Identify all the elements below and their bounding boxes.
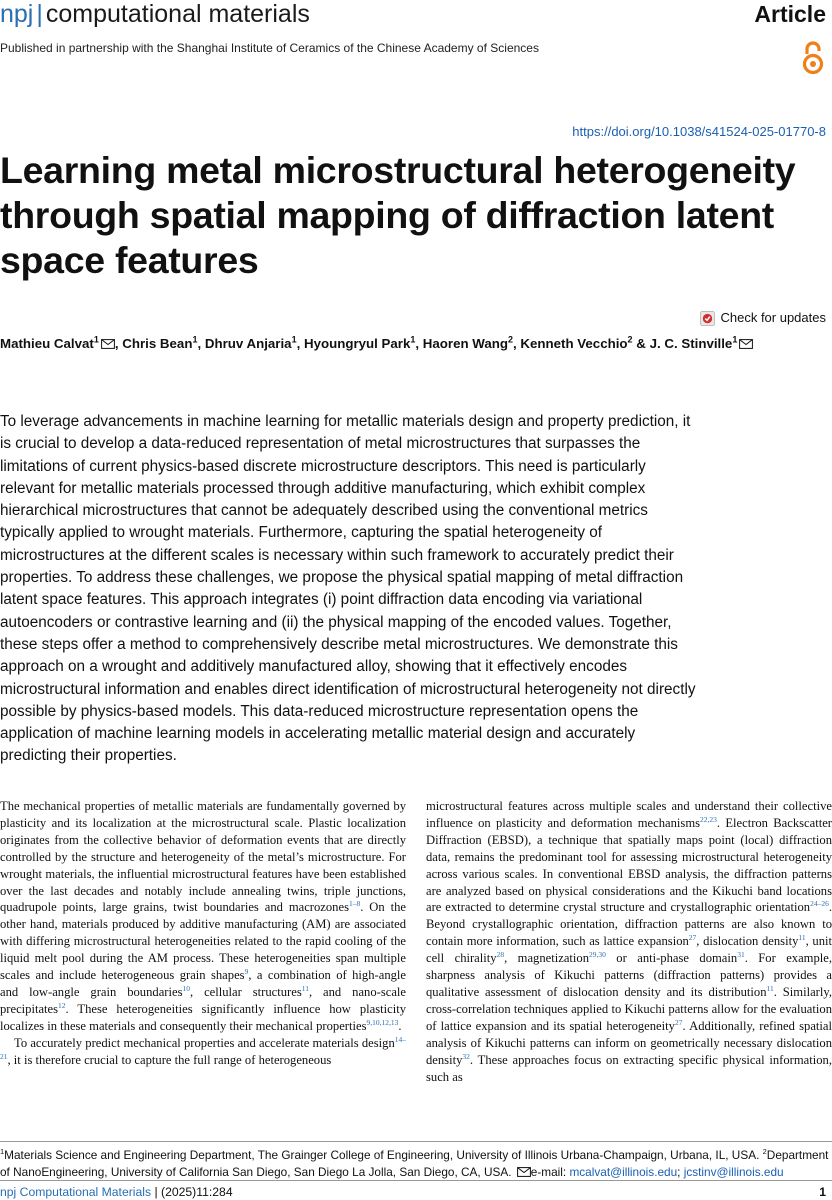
article-type-label: Article [754,1,826,27]
author-affiliation-mark: 1 [192,334,198,345]
affiliation-2: Department of NanoEngineering, University of California San Diego, San Diego La Jolla, San Diego, CA, USA. [0,1148,829,1179]
author-name: Haoren Wang [422,336,508,351]
body-text: . [398,1018,402,1033]
body-text: , magnetization [504,951,589,966]
citation-ref[interactable]: 24–26 [810,899,829,909]
footer-divider [0,1180,832,1181]
citation-ref[interactable]: 11 [798,933,806,943]
check-updates-button[interactable] [700,309,826,327]
citation-ref[interactable]: 32 [462,1051,470,1061]
body-text: . On the other hand, materials produced by additive manufacturing (AM) are associated with differing microstructural heterogeneities related to the rapid cooling of the liquid melt pool during the AM process. These heterogeneities span multiple scales and include heterogeneous grain shapes [0,900,406,983]
body-text: microstructural features across multiple scales and understand their collective influence on plasticity and deformation mechanisms [426,799,832,830]
body-text: . For example, sharpness analysis of Kikuchi patterns (diffraction patterns) provides a qualitative assessment of dislocation density and its distribution [426,951,832,999]
body-text: To accurately predict mechanical properties and accelerate materials design [14,1035,395,1050]
body-text: or anti-phase domain [605,951,738,966]
affiliation-1: Materials Science and Engineering Department, The Grainger College of Engineering, University of Illinois Urbana-Champaign, Urbana, IL, USA. [4,1148,763,1162]
author-name: Mathieu Calvat [0,336,94,351]
footer-volume: | (2025)11:284 [151,1185,233,1199]
citation-ref[interactable]: 27 [674,1017,683,1027]
mail-icon[interactable] [101,339,115,349]
partnership-line: Published in partnership with the Shanghai Institute of Ceramics of the Chinese Academy of Sciences [0,41,539,55]
journal-prefix: npj [0,0,34,28]
author-name: Kenneth Vecchio [520,336,628,351]
citation-ref[interactable]: 1–8 [348,899,361,909]
author-name: Chris Bean [122,336,193,351]
doi-link[interactable]: https://doi.org/10.1038/s41524-025-01770-8 [572,124,826,139]
body-text: The mechanical properties of metallic materials are fundamentally governed by plasticity and its localization at the microstructural scale. Plastic localization originates from the collective behavior of deformation events that are directly controlled by the structure and heterogeneity of the metal’s microstructure. For wrought materials, the influential microstructural features have been established over the last decades and notably include annealing twins, triple junctions, quadrupole points, large grains, twist boundaries and macrozones [0,799,406,915]
author-affiliation-mark: 1 [732,334,738,345]
journal-title: computational materials [45,0,310,28]
body-text: , a combination of high-angle and low-angle grain boundaries [0,968,406,999]
page-number: 1 [819,1185,826,1199]
body-paragraph [0,798,406,1035]
journal-name [0,0,310,28]
email-separator: ; [677,1165,684,1179]
body-text: . These approaches focus on extracting specific physical information, such as [426,1052,832,1084]
author-affiliation-mark: 1 [291,334,297,345]
check-updates-label: Check for updates [720,310,826,325]
citation-ref[interactable]: 9,10,12,13 [366,1017,399,1027]
citation-ref[interactable]: 27 [688,933,697,943]
citation-ref[interactable]: 10 [182,983,190,993]
affiliations-footnote [0,1147,832,1181]
author-separator: & [632,336,650,351]
body-text: . Electron Backscatter Diffraction (EBSD), a technique that spatially maps point (local) diffraction data, remains the predominant tool for assessing microstructural heterogeneity across various scales. In conventional EBSD analysis, the diffraction patterns are analyzed based on physical considerations and the Kikuchi band locations are extracted to determine crystal structure and crystallographic orientation [426,815,832,915]
body-text: , it is therefore crucial to capture the full range of heterogeneous [7,1052,332,1067]
footnote-divider [0,1141,832,1142]
citation-ref[interactable]: 11 [301,983,309,993]
mail-icon [517,1167,531,1177]
body-text: , cellular structures [189,984,302,999]
author-separator: , [197,336,205,351]
body-text: , dislocation density [696,934,799,949]
body-paragraph [0,1035,406,1069]
author-affiliation-mark: 1 [410,334,416,345]
aff1-mark: 1 [0,1147,5,1157]
citation-ref[interactable]: 22,23 [700,814,717,824]
author-separator: , [513,336,521,351]
open-access-lock-icon[interactable] [802,40,824,76]
body-text: , unit cell chirality [426,934,832,966]
author-separator: , [296,336,304,351]
citation-ref[interactable]: 31 [737,949,745,959]
body-text: . Additionally, refined spatial analysis of Kikuchi patterns can inform on geometrically necessary dislocation density [426,1018,832,1067]
citation-ref[interactable]: 29,30 [589,949,606,959]
citation-ref[interactable]: 12 [58,1000,66,1010]
email-link-stinville[interactable]: jcstinv@illinois.edu [683,1165,784,1179]
footer-citation [0,1184,233,1200]
body-text: . These heterogeneities significantly influence how plasticity localizes in these materials and consequently their mechanical properties [0,1001,406,1033]
author-name: J. C. Stinville [649,336,733,351]
author-list [0,334,820,354]
author-affiliation-mark: 1 [93,334,99,345]
aff2-mark: 2 [762,1147,767,1157]
email-link-calvat[interactable]: mcalvat@illinois.edu [569,1165,678,1179]
body-text: . Beyond crystallographic orientation, diffraction patterns are also known to contain more information, such as lattice expansion [426,900,832,949]
author-name: Hyoungryul Park [303,336,411,351]
email-label: e-mail: [530,1165,570,1179]
citation-ref[interactable]: 28 [496,949,505,959]
author-affiliation-mark: 2 [627,334,633,345]
author-separator: , [415,336,423,351]
author-affiliation-mark: 2 [507,334,513,345]
author-separator: , [114,336,123,351]
author-name: Dhruv Anjaria [204,336,292,351]
abstract: To leverage advancements in machine learning for metallic materials design and property prediction, it is crucial to develop a data-reduced representation of metal microstructures that surpasses the limitations of current physics-based discrete microstructure descriptors. This need is particularly relevant for metallic materials processed through additive manufacturing, which exhibit complex hierarchical microstructures that cannot be adequately described using the conventional metrics typically applied to wrought materials. Furthermore, capturing the spatial heterogeneity of microstructures at the different scales is necessary within such framework to accurately predict their properties. To address these challenges, we propose the physical spatial mapping of metal diffraction latent space features. This approach integrates (i) point diffraction data encoding via variational autoencoders or contrastive learning and (ii) the physical mapping of the encoded values. Together, these steps offer a method to comprehensively describe metal microstructures. We demonstrate this approach on a wrought and additively manufactured alloy, showing that it effectively encodes microstructural information and enables direct identification of microstructural heterogeneity not directly possible by physics-based models. This data-reduced microstructure representation opens the application of machine learning models in accelerating metallic material design and accurately predicting their properties. [0,413,696,765]
body-text: . Similarly, cross-correlation techniques applied to Kikuchi patterns allow for the evaluation of lattice expansion and its spatial heterogeneity [426,984,832,1033]
footer-journal-link[interactable]: npj Computational Materials [0,1185,152,1199]
citation-ref[interactable]: 14–21 [0,1034,406,1061]
citation-ref[interactable]: 11 [766,983,774,993]
mail-icon[interactable] [739,339,753,349]
citation-ref[interactable]: 9 [244,966,249,976]
body-text: , and nano-scale precipitates [0,984,406,1016]
check-updates-icon [700,311,715,326]
body-column-right [426,798,832,1085]
body-paragraph [426,798,832,1085]
journal-separator: | [36,0,43,28]
article-title: Learning metal microstructural heterogeneity through spatial mapping of diffraction latent space features [0,149,796,281]
body-column-left [0,798,406,1069]
